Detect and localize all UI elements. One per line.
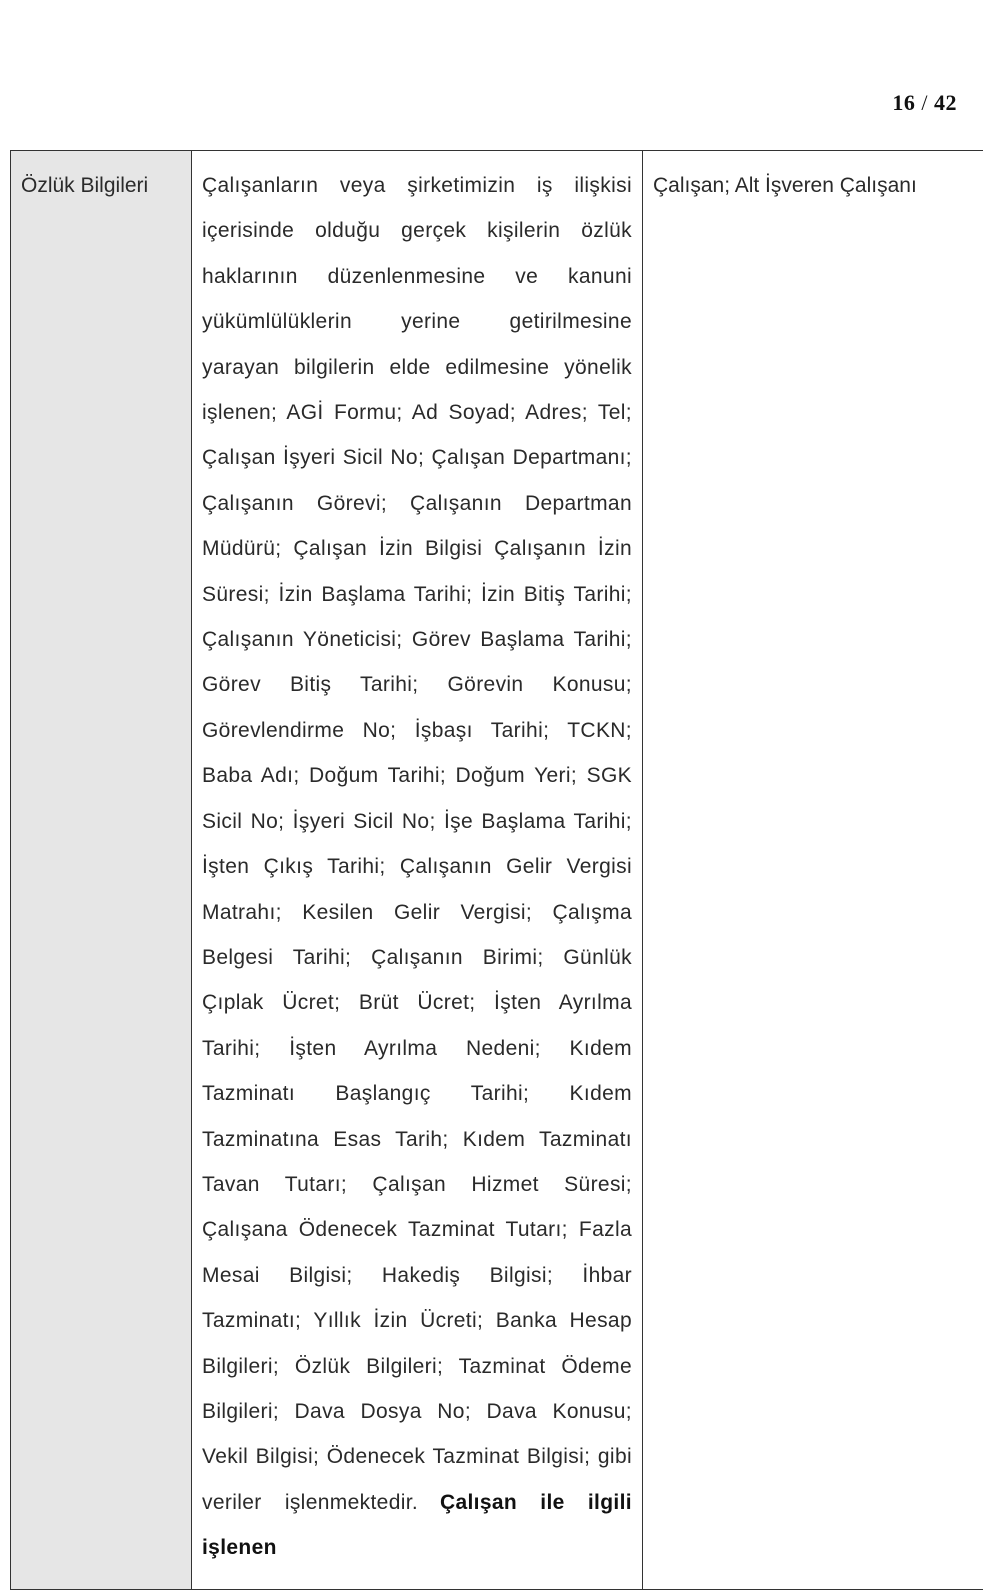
data-inventory-table [10, 150, 983, 1590]
table-row [11, 151, 983, 1590]
page-current: 16 [892, 90, 916, 115]
page-number [892, 90, 957, 116]
page-total: 42 [934, 90, 957, 115]
page-separator: / [921, 90, 928, 115]
data-category-label: Özlük Bilgileri [21, 174, 149, 197]
data-description-text: Çalışanların veya şirketimizin iş ilişkisi içerisinde olduğu gerçek kişilerin özlük haklarının düzenlenmesine ve kanuni yükümlülüklerin yerine getirilmesine yarayan bilgilerin elde edilmesine yönelik işlenen; AGİ Formu; Ad Soyad; Adres; Tel; Çalışan İşyeri Sicil No; Çalışan Departmanı; Çalışanın Görevi; Çalışanın Departman Müdürü; Çalışan İzin Bilgisi Çalışanın İzin Süresi; İzin Başlama Tarihi; İzin Bitiş Tarihi; Çalışanın Yöneticisi; Görev Başlama Tarihi; Görev Bitiş Tarihi; Görevin Konusu; Görevlendirme No; İşbaşı Tarihi; TCKN; Baba Adı; Doğum Tarihi; Doğum Yeri; SGK Sicil No; İşyeri Sicil No; İşe Başlama Tarihi; İşten Çıkış Tarihi; Çalışanın Gelir Vergisi Matrahı; Kesilen Gelir Vergisi; Çalışma Belgesi Tarihi; Çalışanın Birimi; Günlük Çıplak Ücret; Brüt Ücret; İşten Ayrılma Tarihi; İşten Ayrılma Nedeni; Kıdem Tazminatı Başlangıç Tarihi; Kıdem Tazminatına Esas Tarih; Kıdem Tazminatı Tavan Tutarı; Çalışan Hizmet Süresi; Çalışana Ödenecek Tazminat Tutarı; Fazla Mesai Bilgisi; Hakediş Bilgisi; İhbar Tazminatı; Yıllık İzin Ücreti; Banka Hesap Bilgileri; Özlük Bilgileri; Tazminat Ödeme Bilgileri; Dava Dosya No; Dava Konusu; Vekil Bilgisi; Ödenecek Tazminat Bilgisi; gibi veriler işlenmektedir. [202, 174, 632, 1514]
data-description-bold-tail: Çalışan ile ilgili işlenen [202, 1490, 632, 1560]
data-description-cell [192, 151, 643, 1590]
data-category-cell [11, 151, 192, 1590]
data-subjects-text: Çalışan; Alt İşveren Çalışanı [653, 174, 917, 197]
data-subjects-cell [643, 151, 983, 1590]
